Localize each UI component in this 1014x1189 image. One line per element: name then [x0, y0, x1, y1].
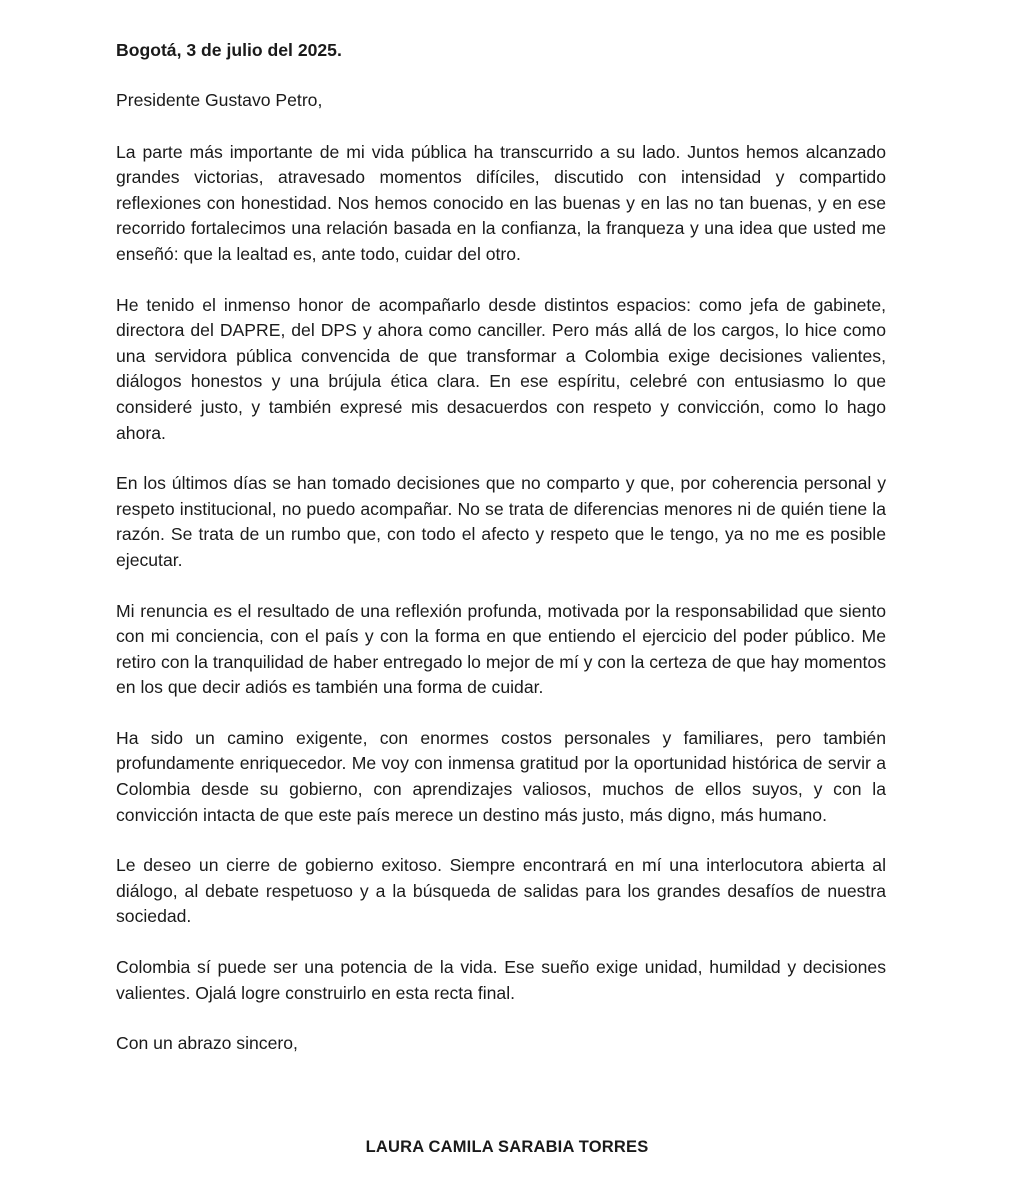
paragraph-5: Ha sido un camino exigente, con enormes costos personales y familiares, pero también profundamente enriquecedor. Me voy con inmensa gratitud por la oportunidad histórica de servir a Colombia desde su gobierno, con aprendizajes valiosos, muchos de ellos suyos, y con la convicción intacta de que este país merece un destino más justo, más digno, más humano. [116, 727, 886, 825]
paragraph-1: La parte más importante de mi vida pública ha transcurrido a su lado. Juntos hemos alcanzado grandes victorias, atravesado momentos difíciles, discutido con intensidad y compartido reflexiones con honestidad. Nos hemos conocido en las buenas y en las no tan buenas, y en ese recorrido fortalecimos una relación basada en la confianza, la franqueza y una idea que usted me enseñó: que la lealtad es, ante todo, cuidar del otro. [116, 141, 886, 264]
paragraph-3: En los últimos días se han tomado decisiones que no comparto y que, por coherencia personal y respeto institucional, no puedo acompañar. No se trata de diferencias menores ni de quién tiene la razón. Se trata de un rumbo que, con todo el afecto y respeto que le tengo, ya no me es posible ejecutar. [116, 473, 886, 570]
letter-closing: Con un abrazo sincero, [116, 1033, 298, 1054]
letter-date: Bogotá, 3 de julio del 2025. [116, 40, 342, 60]
letter-body [116, 38, 886, 1057]
paragraph-4: Mi renuncia es el resultado de una reflexión profunda, motivada por la responsabilidad que siento con mi conciencia, con el país y con la forma en que entiendo el ejercicio del poder público. Me retiro con la tranquilidad de haber entregado lo mejor de mí y con la certeza de que hay momentos en los que decir adiós es también una forma de cuidar. [116, 600, 886, 698]
signature-name: LAURA CAMILA SARABIA TORRES [365, 1138, 649, 1156]
paragraph-7: Colombia sí puede ser una potencia de la vida. Ese sueño exige unidad, humildad y decisiones valientes. Ojalá logre construirlo en esta recta final. [116, 957, 886, 1003]
paragraph-6: Le deseo un cierre de gobierno exitoso. Siempre encontrará en mí una interlocutora abierta al diálogo, al debate respetuoso y a la búsqueda de salidas para los grandes desafíos de nuestra sociedad. [116, 855, 886, 927]
paragraph-2: He tenido el inmenso honor de acompañarlo desde distintos espacios: como jefa de gabinete, directora del DAPRE, del DPS y ahora como canciller. Pero más allá de los cargos, lo hice como una servidora pública convencida de que transformar a Colombia exige decisiones valientes, diálogos honestos y una brújula ética clara. En ese espíritu, celebré con entusiasmo lo que consideré justo, y también expresé mis desacuerdos con respeto y convicción, como lo hago ahora. [116, 294, 886, 443]
letter-salutation: Presidente Gustavo Petro, [116, 90, 323, 110]
